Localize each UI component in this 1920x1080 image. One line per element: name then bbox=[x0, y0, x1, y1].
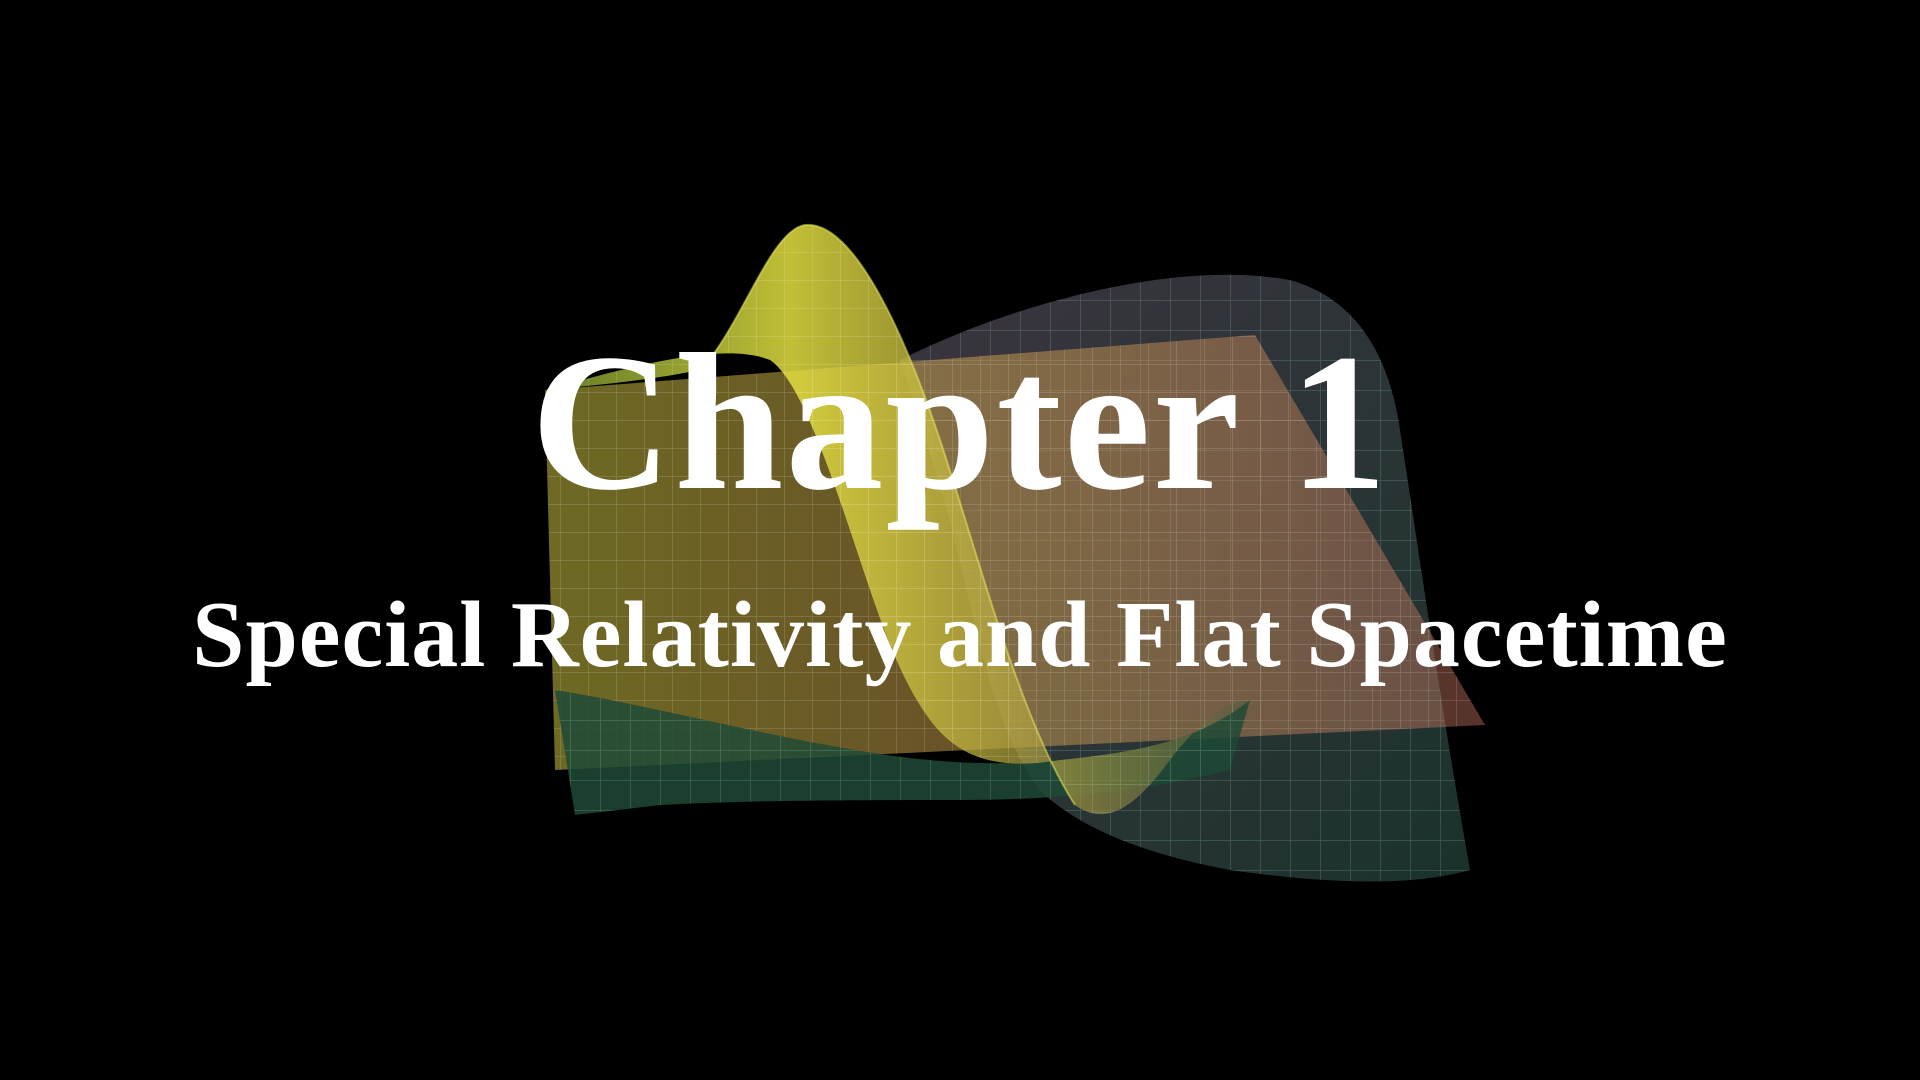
chapter-subtitle: Special Relativity and Flat Spacetime bbox=[192, 583, 1728, 687]
chapter-heading: Chapter 1 bbox=[530, 314, 1390, 531]
